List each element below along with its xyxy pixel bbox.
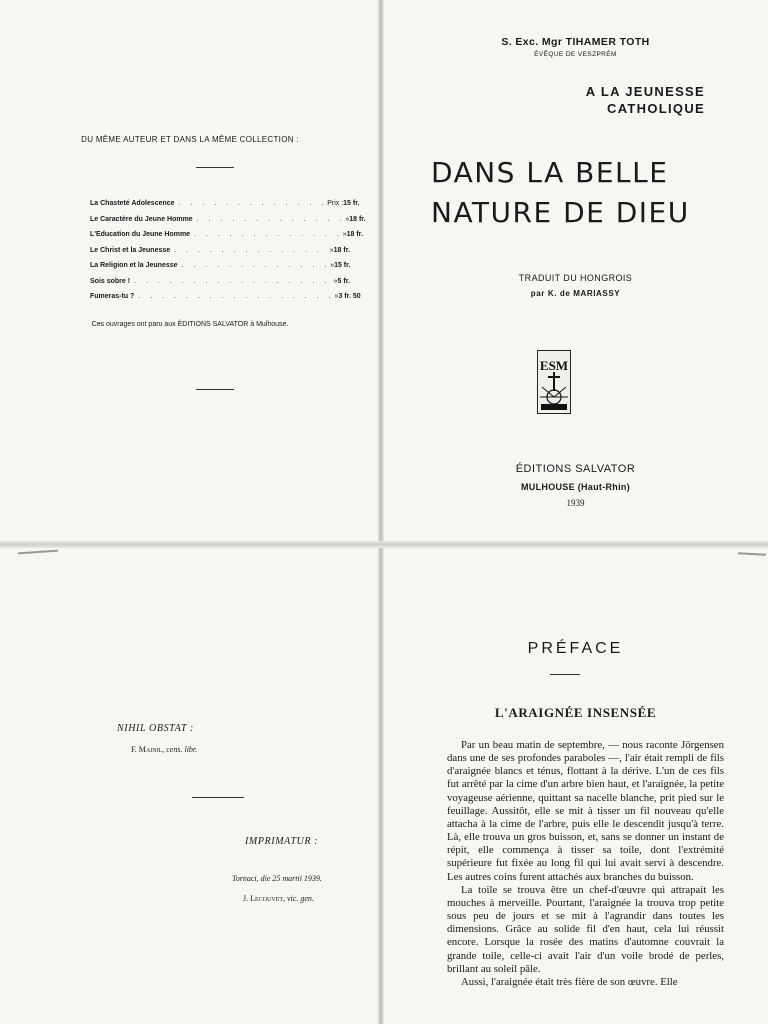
preface-heading: PRÉFACE: [527, 640, 624, 657]
book-item: La Religion et la Jeunesse . . . . . . . . . . . . . » 15 fr.: [90, 262, 351, 269]
publisher-logo-icon: [537, 350, 571, 414]
preface-body: [447, 739, 724, 989]
book-item: Fumeras-tu ? . . . . . . . . . . . . . . . . . » 3 fr. 50: [90, 293, 361, 300]
translator: par K. de MARIASSY: [530, 289, 621, 298]
page-top-right: [383, 0, 768, 540]
paragraph: La toile se trouva être un chef-d'œuvre qui attrapait les mouches à merveille. Pourtant, l'araignée la trouva trop petite sous peu de jours et se mit à l'agrandir dans toutes les dimensions. Grâce au solide fil d'en haut, cela lui réussit encore. Lorsque la rosée des matins d'automne couvrait la grande toile, celle-ci avait l'air d'un voile brodé de perles, brillant au soleil pâle.: [447, 883, 724, 975]
book-item: La Chasteté Adolescence . . . . . . . . . . . . . Prix : 15 fr.: [90, 200, 360, 207]
divider: [196, 167, 234, 168]
paragraph: Aussi, l'araignée était très fière de son œuvre. Elle: [461, 975, 678, 988]
book-item: Sois sobre ! . . . . . . . . . . . . . . . . . » 5 fr.: [90, 277, 350, 285]
divider: [192, 797, 244, 798]
book-item: Le Caractère du Jeune Homme . . . . . . . . . . . . . » 18 fr.: [90, 215, 366, 223]
author-name: S. Exc. Mgr TIHAMER TOTH: [501, 36, 650, 48]
divider: [550, 674, 580, 675]
book-item: L'Education du Jeune Homme . . . . . . . . . . . . . » 18 fr.: [90, 231, 363, 238]
same-author-heading: DU MÊME AUTEUR ET DANS LA MÊME COLLECTION :: [81, 135, 299, 144]
publisher-name: ÉDITIONS SALVATOR: [515, 463, 636, 475]
divider: [196, 389, 234, 390]
logo-letters: ESM: [539, 358, 569, 373]
book-title: DANS LA BELLE NATURE DE DIEU: [431, 156, 690, 229]
paragraph: Par un beau matin de septembre, — nous raconte Jörgensen dans une de ses profondes paraboles —, l'air était rempli de fils d'araignée blancs et ténus, flottant à la dérive. L'un de ces fils fut arrêté par la cime d'un arbre bien haut, et l'araignée, la petite voyageuse aérienne, quittant sa nacelle blanche, prit pied sur le feuillage. Aussitôt, elle se mit à tisser un fil nouveau qu'elle attacha à la cime de l'arbre, puis elle le descendit jusqu'à terre. Là, elle trouva un gros buisson, et, sans se donner un instant de répit, elle commença à tisser sa toile, dont l'extrémité supérieure fut fixée au long fil qui lui avait servi à descendre. Les autres coins furent attachés aux branches du buisson.: [447, 739, 724, 883]
book-item: Le Christ et la Jeunesse . . . . . . . . . . . . . » 18 fr.: [90, 246, 350, 254]
place-date: Tornaci, die 25 martii 1939.: [232, 874, 322, 883]
vicar-general: J. Lecouvet, vic. gen.: [243, 894, 314, 903]
publisher-city: MULHOUSE (Haut-Rhin): [521, 482, 630, 492]
author-title: ÉVÊQUE DE VESZPRÉM: [534, 51, 617, 58]
translated-from: TRADUIT DU HONGROIS: [518, 273, 633, 283]
nihil-obstat: NIHIL OBSTAT :: [117, 723, 194, 734]
page-bottom-right: [383, 548, 768, 1024]
page-bottom-left: [0, 548, 380, 1024]
series-title: A LA JEUNESSE CATHOLIQUE: [585, 84, 705, 116]
publication-year: 1939: [566, 498, 585, 508]
page-top-left: [0, 0, 380, 540]
scan-fold-vertical: [378, 0, 384, 1024]
book-list: [90, 200, 366, 309]
scan-fold-horizontal: [0, 541, 768, 548]
publisher-note: Ces ouvrages ont paru aux ÉDITIONS SALVATOR à Mulhouse.: [91, 321, 289, 328]
imprimatur: IMPRIMATUR :: [245, 836, 319, 847]
censor: F. Mainil, cens. libr.: [131, 745, 198, 754]
chapter-title: L'ARAIGNÉE INSENSÉE: [494, 705, 657, 720]
